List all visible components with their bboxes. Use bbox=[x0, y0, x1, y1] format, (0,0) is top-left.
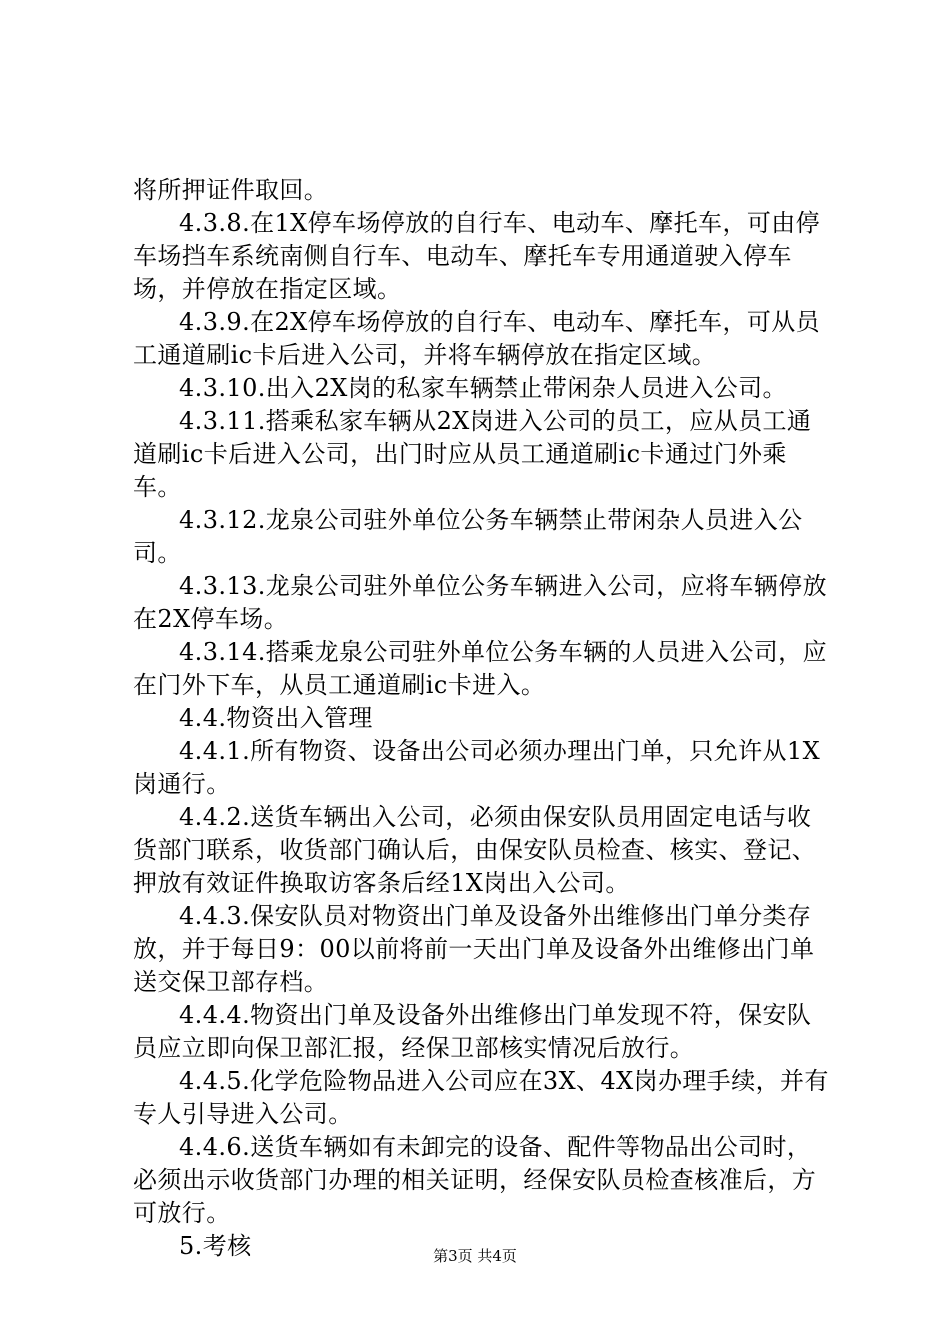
paragraph-4-4-1: 4.4.1.所有物资、设备出公司必须办理出门单，只允许从1X岗通行。 bbox=[133, 737, 821, 798]
paragraph-4-4-4: 4.4.4.物资出门单及设备外出维修出门单发现不符，保安队员应立即向保卫部汇报，经保卫部核实情况后放行。 bbox=[133, 1001, 812, 1062]
paragraph-continuation: 将所押证件取回。 bbox=[133, 176, 329, 204]
page-number-footer: 第3页 共4页 bbox=[433, 1247, 517, 1265]
paragraph-4-4-5: 4.4.5.化学危险物品进入公司应在3X、4X岗办理手续，并有专人引导进入公司。 bbox=[133, 1067, 829, 1128]
paragraph-4-3-10: 4.3.10.出入2X岗的私家车辆禁止带闲杂人员进入公司。 bbox=[179, 374, 787, 402]
paragraph-4-3-11: 4.3.11.搭乘私家车辆从2X岗进入公司的员工，应从员工通道刷ic卡后进入公司，出门时应从员工通道刷ic卡通过门外乘车。 bbox=[133, 407, 812, 501]
paragraph-4-3-9: 4.3.9.在2X停车场停放的自行车、电动车、摩托车，可从员工通道刷ic卡后进入公司，并将车辆停放在指定区域。 bbox=[133, 308, 821, 369]
section-heading-5: 5.考核 bbox=[179, 1232, 252, 1260]
paragraph-4-3-13: 4.3.13.龙泉公司驻外单位公务车辆进入公司，应将车辆停放在2X停车场。 bbox=[133, 572, 827, 633]
paragraph-4-4-6: 4.4.6.送货车辆如有未卸完的设备、配件等物品出公司时，必须出示收货部门办理的相关证明，经保安队员检查核准后，方可放行。 bbox=[133, 1133, 817, 1227]
paragraph-4-4-2: 4.4.2.送货车辆出入公司，必须由保安队员用固定电话与收货部门联系，收货部门确认后，由保安队员检查、核实、登记、押放有效证件换取访客条后经1X岗出入公司。 bbox=[133, 803, 817, 897]
paragraph-4-3-8: 4.3.8.在1X停车场停放的自行车、电动车、摩托车，可由停车场挡车系统南侧自行车、电动车、摩托车专用通道驶入停车场，并停放在指定区域。 bbox=[133, 209, 821, 303]
paragraph-4-4-3: 4.4.3.保安队员对物资出门单及设备外出维修出门单分类存放，并于每日9：00以前将前一天出门单及设备外出维修出门单送交保卫部存档。 bbox=[133, 902, 815, 996]
document-body bbox=[133, 174, 833, 1263]
section-heading-4-4: 4.4.物资出入管理 bbox=[179, 704, 373, 732]
paragraph-4-3-14: 4.3.14.搭乘龙泉公司驻外单位公务车辆的人员进入公司，应在门外下车，从员工通道刷ic卡进入。 bbox=[133, 638, 827, 699]
paragraph-4-3-12: 4.3.12.龙泉公司驻外单位公务车辆禁止带闲杂人员进入公司。 bbox=[133, 506, 803, 567]
